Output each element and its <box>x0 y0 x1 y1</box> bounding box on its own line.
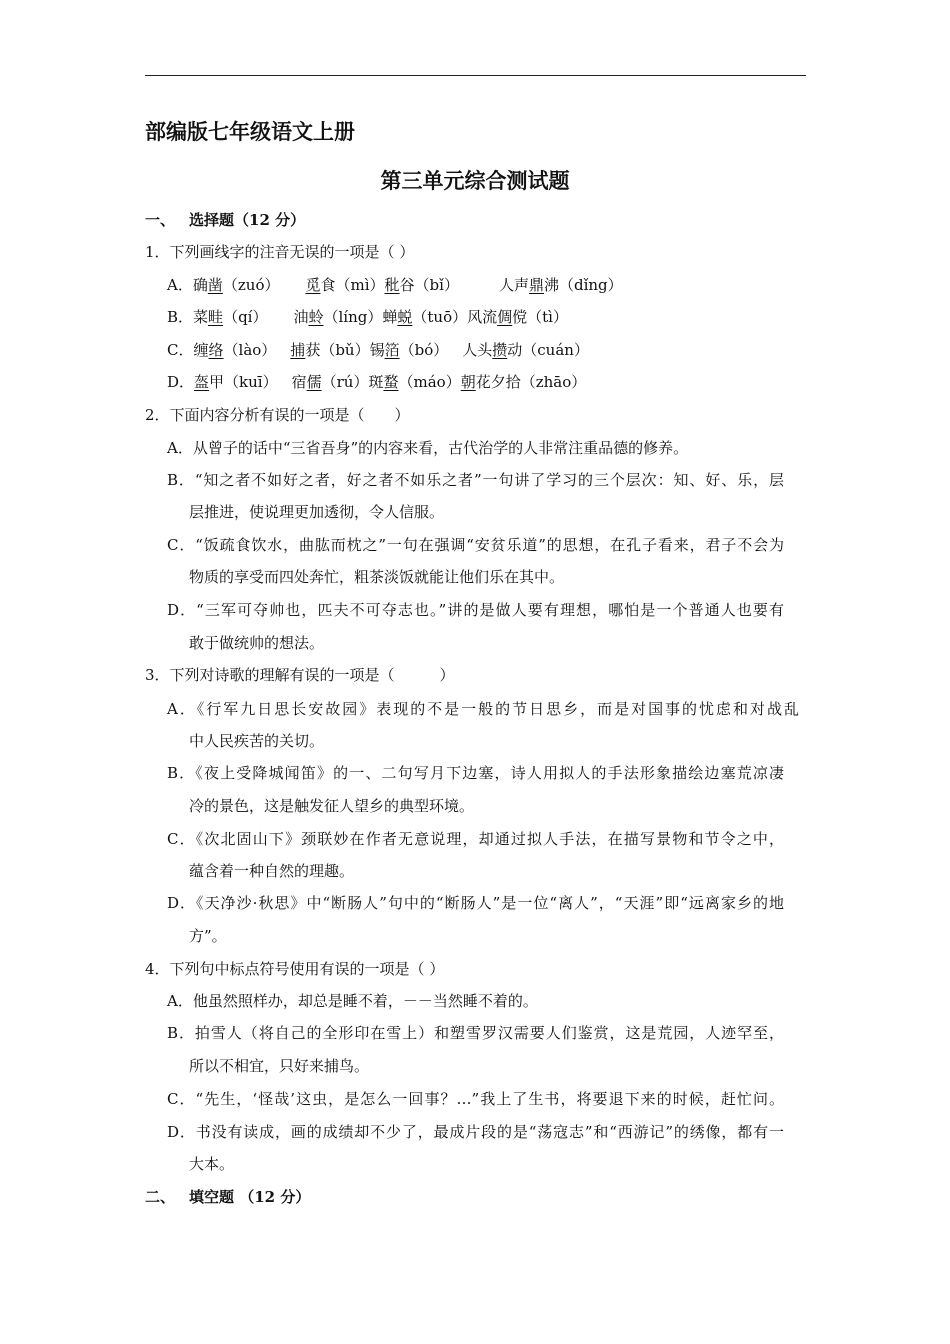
question-1-stem: 1．下列画线字的注音无误的一项是（ ） <box>145 243 415 261</box>
question-3-option-d: D．《天净沙·秋思》中“断肠人”句中的“断肠人”是一位“离人”，“天涯”即“远离家乡的地 <box>167 894 784 912</box>
underlined-char: 蛉 <box>308 308 324 326</box>
question-2-option-a: A．从曾子的话中“三省吾身”的内容来看，古代治学的人非常注重品德的修养。 <box>167 439 689 457</box>
question-4-option-c: C．“先生，‘怪哉’这虫，是怎么一回事？…”我上了生书，将要退下来的时候，赶忙问。 <box>167 1090 784 1108</box>
question-4-option-d: D．书没有读成，画的成绩却不少了，最成片段的是“荡寇志”和“西游记”的绣像，都有一 <box>167 1123 784 1141</box>
section-2-title: 填空题 （12 分） <box>189 1188 311 1206</box>
underlined-char: 鼎 <box>528 276 544 294</box>
underlined-char: 儒 <box>306 373 322 391</box>
question-3-option-c: C．《次北固山下》颈联妙在作者无意说理，却通过拟人手法，在描写景物和节令之中， <box>167 830 784 848</box>
section-1-title: 选择题（12 分） <box>189 211 306 229</box>
underlined-char: 捕 <box>290 341 306 359</box>
section-2-number: 二、 <box>145 1188 176 1206</box>
underlined-char: 畦 <box>208 308 224 326</box>
question-3-option-b: B．《夜上受降城闻笛》的一、二句写月下边塞，诗人用拟人的手法形象描绘边塞荒凉凄 <box>167 764 784 782</box>
question-1-option-d: D．盔甲（kuī） 宿儒（rú）斑蝥（máo）朝花夕拾（zhāo） <box>167 373 587 391</box>
underlined-char: 蜕 <box>397 308 413 326</box>
question-3-option-d-cont: 方”。 <box>189 927 227 945</box>
question-4-stem: 4．下列句中标点符号使用有误的一项是（ ） <box>145 960 445 978</box>
question-1-option-c: C．缠络（lào） 捕获（bǔ）锡箔（bó） 人头攒动（cuán） <box>167 341 589 359</box>
underlined-char: 倜 <box>497 308 513 326</box>
question-2-option-d-cont: 敢于做统帅的想法。 <box>189 634 325 652</box>
underlined-char: 盔 <box>194 373 210 391</box>
question-2-option-b-cont: 层推进，使说理更加透彻，令人信服。 <box>189 503 445 521</box>
question-2-stem: 2．下面内容分析有误的一项是（ ） <box>145 406 410 424</box>
question-3-option-a: A．《行军九日思长安故园》表现的不是一般的节日思乡，而是对国事的忧虑和对战乱 <box>167 700 799 718</box>
question-2-option-b: B．“知之者不如好之者，好之者不如乐之者”一句讲了学习的三个层次：知、好、乐，层 <box>167 471 784 489</box>
section-1-heading <box>145 210 305 230</box>
question-4-option-b-cont: 所以不相宜，只好来捕鸟。 <box>189 1057 370 1075</box>
question-4-option-a: A．他虽然照样办，却总是睡不着，－－当然睡不着的。 <box>167 992 538 1010</box>
question-1-option-a: A．确凿（zuó） 觅食（mì）秕谷（bǐ） 人声鼎沸（dǐng） <box>167 276 623 294</box>
question-4-option-b: B．拍雪人（将自己的全形印在雪上）和塑雪罗汉需要人们鉴赏，这是荒园，人迹罕至， <box>167 1024 784 1042</box>
header-rule <box>145 75 806 76</box>
question-2-option-c-cont: 物质的享受而四处奔忙，粗茶淡饭就能让他们乐在其中。 <box>189 568 565 586</box>
question-4-option-d-cont: 大本。 <box>189 1155 235 1173</box>
underlined-char: 蝥 <box>383 373 399 391</box>
section-1-number: 一、 <box>145 211 176 229</box>
underlined-char: 秕 <box>384 276 400 294</box>
question-3-option-c-cont: 蕴含着一种自然的理趣。 <box>189 862 355 880</box>
question-2-option-c: C．“饭疏食饮水，曲肱而枕之”一句在强调“安贫乐道”的思想，在孔子看来，君子不会为 <box>167 536 784 554</box>
underlined-char: 凿 <box>207 276 223 294</box>
question-2-option-d: D．“三军可夺帅也，匹夫不可夺志也。”讲的是做人要有理想，哪怕是一个普通人也要有 <box>167 601 784 619</box>
document-title: 部编版七年级语文上册 <box>145 120 355 144</box>
underlined-char: 觅 <box>305 276 321 294</box>
underlined-char: 络 <box>208 341 224 359</box>
question-1-option-b: B．菜畦（qí） 油蛉（líng）蝉蜕（tuō）风流倜傥（tì） <box>167 308 568 326</box>
document-subtitle: 第三单元综合测试题 <box>380 169 570 193</box>
question-3-option-a-cont: 中人民疾苦的关切。 <box>189 732 325 750</box>
underlined-char: 朝 <box>460 373 476 391</box>
question-3-option-b-cont: 冷的景色，这是触发征人望乡的典型环境。 <box>189 797 475 815</box>
section-2-heading <box>145 1187 310 1207</box>
question-3-stem: 3．下列对诗歌的理解有误的一项是（ ） <box>145 666 455 684</box>
underlined-char: 箔 <box>384 341 400 359</box>
underlined-char: 攒 <box>492 341 508 359</box>
